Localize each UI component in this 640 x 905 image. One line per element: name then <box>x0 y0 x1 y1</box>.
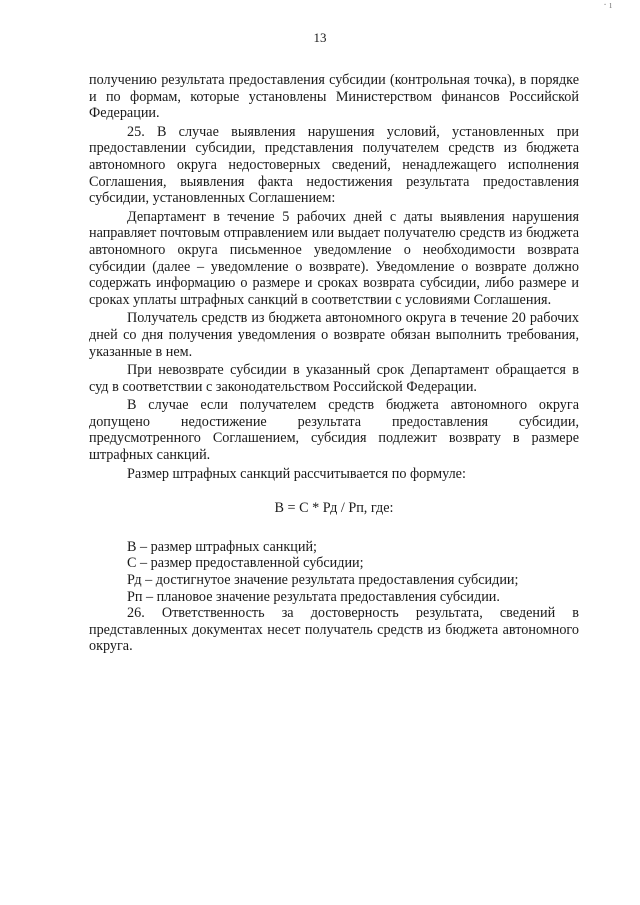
corner-mark: · ı <box>603 0 612 11</box>
definition-c: С – размер предоставленной субсидии; <box>127 555 364 572</box>
definition-rd: Рд – достигнутое значение результата предоставления субсидии; <box>127 572 519 589</box>
penalty-formula: В = С * Рд / Рп, где: <box>274 500 394 517</box>
paragraph-recipient-obligation: Получатель средств из бюджета автономного округа в течение 20 рабочих дней со дня получения уведомления о возврате обязан выполнить требования, указанные в нем. <box>89 310 579 360</box>
paragraph-court: При невозврате субсидии в указанный срок Департамент обращается в суд в соответствии с законодательством Российской Федерации. <box>89 362 579 395</box>
paragraph-formula-intro: Размер штрафных санкций рассчитывается по формуле: <box>127 465 466 482</box>
document-body <box>89 72 579 655</box>
paragraph-26: 26. Ответственность за достоверность результата, сведений в представленных документах несет получатель средств из бюджета автономного округа. <box>89 605 579 655</box>
paragraph-penalty-case: В случае если получателем средств бюджета автономного округа допущено недостижение результата предоставления субсидии, предусмотренного Соглашением, субсидия подлежит возврату в размере штрафных санкций. <box>89 397 579 464</box>
page-number: 13 <box>313 30 327 45</box>
definition-rp: Рп – плановое значение результата предоставления субсидии. <box>127 588 500 605</box>
definition-b: В – размер штрафных санкций; <box>127 538 317 555</box>
paragraph-continuation: получению результата предоставления субсидии (контрольная точка), в порядке и по формам, которые установлены Министерством финансов Российской Федерации. <box>89 72 579 122</box>
paragraph-25: 25. В случае выявления нарушения условий, установленных при предоставлении субсидии, представления получателем средств из бюджета автономного округа недостоверных сведений, ненадлежащего исполнения Соглашения, выявления факта недостижения результата предоставления субсидии, установленных Соглашением: <box>89 123 579 207</box>
paragraph-department-notice: Департамент в течение 5 рабочих дней с даты выявления нарушения направляет почтовым отправлением или выдает получателю средств из бюджета автономного округа письменное уведомление о необходимости возврата субсидии (далее – уведомление о возврате). Уведомление о возврате должно содержать информацию о размере и сроках возврата субсидии, либо размере и сроках уплаты штрафных санкций в соответствии с условиями Соглашения. <box>89 208 579 308</box>
